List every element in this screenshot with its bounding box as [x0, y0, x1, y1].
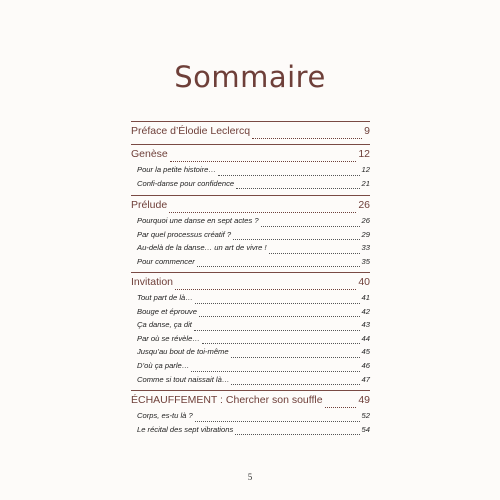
toc-subentry[interactable]: [131, 361, 370, 375]
toc-subentry-label: Jusqu’au bout de toi-même: [137, 347, 229, 357]
toc-subentry-page: 44: [361, 333, 370, 343]
toc-entry[interactable]: [131, 394, 370, 411]
toc-section-genese: [131, 144, 370, 192]
dot-leader: [233, 239, 359, 240]
toc-subentry[interactable]: [131, 425, 370, 439]
toc-subentry[interactable]: [131, 216, 370, 230]
toc-subentry[interactable]: [131, 179, 370, 193]
toc-section-invitation: [131, 272, 370, 388]
dot-leader: [194, 330, 360, 331]
toc-subentry-label: Pour commencer: [137, 256, 195, 266]
toc-entry[interactable]: [131, 125, 370, 142]
toc-entry-page: 49: [358, 394, 370, 406]
dot-leader: [261, 226, 360, 227]
dot-leader: [175, 289, 356, 290]
toc-subentry[interactable]: [131, 347, 370, 361]
dot-leader: [195, 303, 360, 304]
toc-subentry-page: 46: [361, 360, 370, 370]
dot-leader: [252, 138, 362, 139]
dot-leader: [197, 266, 360, 267]
toc-subentry[interactable]: [131, 307, 370, 321]
toc-subentry-label: Ça danse, ça dit: [137, 320, 192, 330]
dot-leader: [202, 343, 360, 344]
dot-leader: [199, 316, 360, 317]
toc-subentry-page: 41: [361, 293, 370, 302]
toc-subentry-page: 35: [361, 256, 370, 266]
toc-subentry-page: 26: [361, 216, 370, 225]
dot-leader: [195, 421, 360, 422]
dot-leader: [269, 253, 360, 254]
page-title: Sommaire: [174, 60, 326, 94]
toc-subentry[interactable]: [131, 243, 370, 257]
toc-entry-label: Genèse: [131, 148, 168, 160]
toc-section-prelude: [131, 195, 370, 270]
toc-subentry-label: Au-delà de la danse… un art de vivre !: [137, 243, 267, 253]
toc-entry-label: Invitation: [131, 276, 174, 288]
toc-subentry-page: 45: [361, 347, 370, 357]
toc-section-preface: [131, 121, 370, 142]
toc-subentry-page: 12: [361, 165, 370, 174]
dot-leader: [191, 371, 359, 372]
toc-entry-page: 26: [358, 199, 370, 211]
toc-subentry[interactable]: [131, 320, 370, 334]
toc-subentry-page: 21: [361, 178, 370, 188]
toc-subentry-page: 43: [361, 320, 370, 330]
toc-subentry-page: 29: [361, 229, 370, 239]
toc-entry-label: Prélude: [131, 199, 168, 211]
toc-subentry-page: 33: [361, 243, 370, 253]
toc-entry-page: 12: [358, 148, 370, 160]
toc-subentry-label: Par quel processus créatif ?: [137, 229, 232, 239]
dot-leader: [231, 357, 360, 358]
toc-subentry-label: Corps, es-tu là ?: [137, 411, 193, 420]
dot-leader: [218, 175, 360, 176]
dot-leader: [231, 384, 359, 385]
toc-section-echauffement: [131, 390, 370, 438]
dot-leader: [325, 407, 357, 408]
toc-subentry[interactable]: [131, 257, 370, 271]
toc-subentry[interactable]: [131, 411, 370, 425]
toc-subentry-label: Par où se révèle…: [137, 333, 200, 343]
toc-subentry-label: Confi-danse pour confidence: [137, 178, 235, 188]
toc-entry[interactable]: [131, 199, 370, 216]
toc-subentry[interactable]: [131, 293, 370, 307]
toc-entry-page: 40: [358, 276, 370, 288]
dot-leader: [235, 434, 359, 435]
toc-entry[interactable]: [131, 148, 370, 165]
toc-subentry-page: 54: [361, 424, 370, 434]
dot-leader: [170, 161, 357, 162]
toc-subentry-label: Le récital des sept vibrations: [137, 424, 234, 434]
toc-subentry[interactable]: [131, 334, 370, 348]
toc-subentry-label: D’où ça parle…: [137, 360, 190, 370]
toc-subentry-label: Pourquoi une danse en sept actes ?: [137, 216, 259, 225]
toc-entry-label: Préface d’Élodie Leclercq: [131, 125, 251, 137]
toc-entry[interactable]: [131, 276, 370, 293]
toc-subentry-label: Tout part de là…: [137, 293, 193, 302]
dot-leader: [236, 188, 359, 189]
toc-subentry[interactable]: [131, 375, 370, 389]
toc-subentry-page: 52: [361, 411, 370, 420]
toc-subentry-page: 47: [361, 374, 370, 384]
page-number: 5: [247, 472, 253, 482]
toc-subentry-page: 42: [361, 306, 370, 316]
toc-subentry[interactable]: [131, 230, 370, 244]
toc-subentry-label: Pour la petite histoire…: [137, 165, 216, 174]
toc-subentry-label: Comme si tout naissait là…: [137, 374, 230, 384]
toc-entry-page: 9: [364, 125, 370, 137]
toc-entry-label: ÉCHAUFFEMENT : Chercher son souffle: [131, 394, 323, 406]
dot-leader: [169, 212, 356, 213]
toc-subentry-label: Bouge et éprouve: [137, 306, 197, 316]
toc-subentry[interactable]: [131, 165, 370, 179]
